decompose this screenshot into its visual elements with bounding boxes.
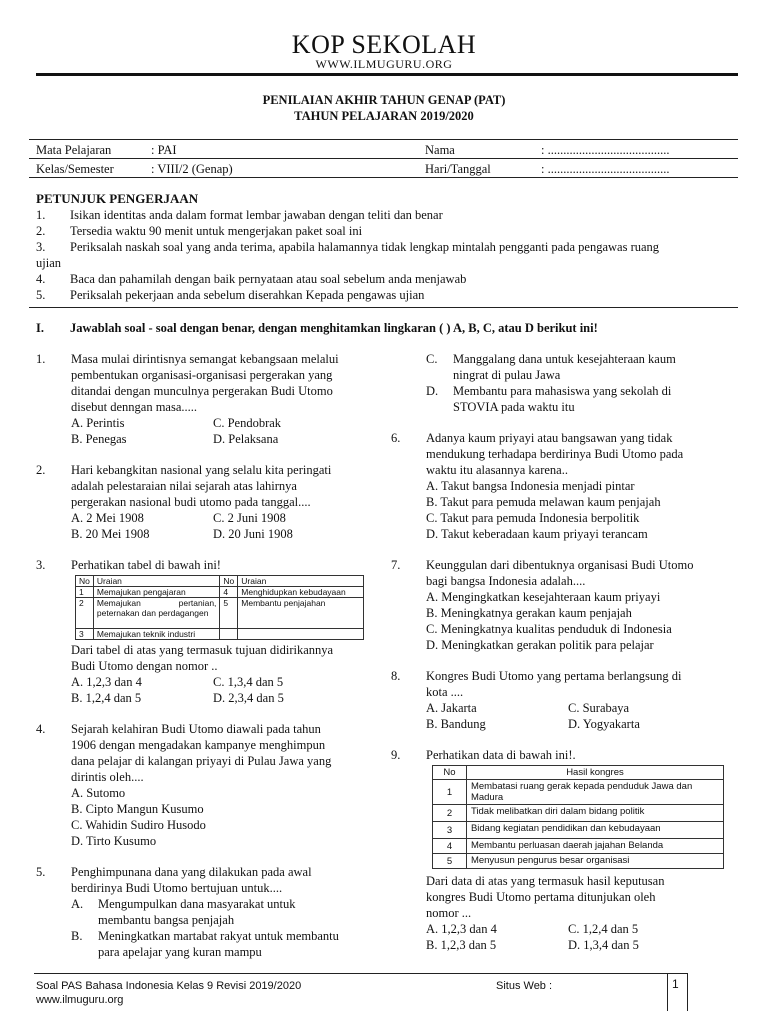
question-text: Masa mulai dirintisnya semangat kebangsaan melalui <box>71 352 339 366</box>
instruction-number: 5. <box>36 288 46 302</box>
option-d[interactable]: STOVIA pada waktu itu <box>453 400 575 414</box>
question-text: kota .... <box>426 685 464 699</box>
table-cell-no: 1 <box>76 587 94 598</box>
question-number: 3. <box>36 558 46 572</box>
class-value: : VIII/2 (Genap) <box>151 162 233 176</box>
question-number: 1. <box>36 352 46 366</box>
option-a[interactable]: membantu bangsa penjajah <box>98 913 235 927</box>
page-number: 1 <box>672 977 679 991</box>
question-text: ditandai dengan munculnya pergerakan Budi Utomo <box>71 384 333 398</box>
subject-label: Mata Pelajaran <box>36 143 112 157</box>
instruction-text: Periksalah naskah soal yang anda terima, apabila halamannya tidak lengkap mintalah pengganti pada pengawas ruang <box>70 240 660 254</box>
question-text: Kongres Budi Utomo yang pertama berlangsung di <box>426 669 682 683</box>
question-text: Keunggulan dari dibentuknya organisasi Budi Utomo <box>426 558 694 572</box>
table-header-uraian: Uraian <box>93 576 220 587</box>
question-text: Penghimpunana dana yang dilakukan pada awal <box>71 865 312 879</box>
table-cell-text: Memajukan teknik industri <box>93 629 220 640</box>
question-number: 5. <box>36 865 46 879</box>
info-top-rule <box>29 139 738 140</box>
exam-year: TAHUN PELAJARAN 2019/2020 <box>294 109 474 123</box>
option-c[interactable]: C. Pendobrak <box>213 416 282 430</box>
question-text: disebut denngan masa..... <box>71 400 198 414</box>
option-b[interactable]: B. Cipto Mangun Kusumo <box>71 802 204 816</box>
table-cell-text: Membantu penjajahan <box>238 598 364 629</box>
option-c[interactable]: C. Meningkatnya kualitas penduduk di Indonesia <box>426 622 672 636</box>
table-cell-no: 2 <box>433 805 467 822</box>
option-b[interactable]: B. 1,2,4 dan 5 <box>71 691 142 705</box>
question-number: 7. <box>391 558 401 572</box>
info-mid-rule <box>29 158 738 159</box>
table-cell-no: 5 <box>433 854 467 869</box>
question-text: Sejarah kelahiran Budi Utomo diawali pada tahun <box>71 722 321 736</box>
table-cell-text: Memajukan pengajaran <box>93 587 220 598</box>
option-c[interactable]: C. 2 Juni 1908 <box>213 511 286 525</box>
option-b[interactable]: B. Penegas <box>71 432 127 446</box>
option-a[interactable]: A. Takut bangsa Indonesia menjadi pintar <box>426 479 635 493</box>
option-d[interactable]: D. Meningkatkan gerakan politik para pelajar <box>426 638 654 652</box>
instruction-text: Periksalah pekerjaan anda sebelum diserahkan Kepada pengawas ujian <box>70 288 425 302</box>
question-text: Budi Utomo dengan nomor .. <box>71 659 218 673</box>
option-a[interactable]: Mengumpulkan dana masyarakat untuk <box>98 897 296 911</box>
option-c[interactable]: C. Surabaya <box>568 701 630 715</box>
section-instruction: Jawablah soal - soal dengan benar, dengan menghitamkan lingkaran ( ) A, B, C, atau D berikut ini! <box>70 321 598 335</box>
option-a-label[interactable]: A. <box>71 897 84 911</box>
table-cell-no: 5 <box>220 598 238 629</box>
table-cell-no: 4 <box>433 839 467 854</box>
table-cell-text: Membatasi ruang gerak kepada penduduk Jawa dan Madura <box>466 780 723 805</box>
table-cell-empty <box>220 629 238 640</box>
option-c[interactable]: C. 1,2,4 dan 5 <box>568 922 639 936</box>
option-c[interactable]: C. 1,3,4 dan 5 <box>213 675 284 689</box>
table-cell-no: 4 <box>220 587 238 598</box>
table-cell-text: Bidang kegiatan pendidikan dan kebudayaan <box>466 822 723 839</box>
option-b[interactable]: B. 20 Mei 1908 <box>71 527 150 541</box>
option-c[interactable]: C. Wahidin Sudiro Husodo <box>71 818 206 832</box>
option-d[interactable]: D. Takut keberadaan kaum priyayi terancam <box>426 527 648 541</box>
table-cell-no: 3 <box>76 629 94 640</box>
table-cell-no: 2 <box>76 598 94 629</box>
table-cell-empty <box>238 629 364 640</box>
table-header-no: No <box>76 576 94 587</box>
option-d[interactable]: D. Yogyakarta <box>568 717 640 731</box>
question-text: adalah pelestaraian nilai sejarah atas lahirnya <box>71 479 297 493</box>
option-d[interactable]: Membantu para mahasiswa yang sekolah di <box>453 384 672 398</box>
question-text: dana pelajar di kalangan priyayi di Pulau Jawa yang <box>71 754 332 768</box>
instruction-number: 4. <box>36 272 46 286</box>
date-field[interactable]: : ....................................... <box>541 162 670 176</box>
option-b[interactable]: B. Takut para pemuda melawan kaum penjajah <box>426 495 661 509</box>
option-b[interactable]: B. Bandung <box>426 717 486 731</box>
info-bottom-rule <box>29 177 738 178</box>
congress-results-table <box>432 765 724 869</box>
section-rule <box>29 307 738 308</box>
option-d-label[interactable]: D. <box>426 384 439 398</box>
option-a[interactable]: A. Jakarta <box>426 701 477 715</box>
subject-value: : PAI <box>151 143 177 157</box>
footer-site-label: Situs Web : <box>496 980 553 992</box>
option-d[interactable]: D. Pelaksana <box>213 432 279 446</box>
option-a[interactable]: A. 1,2,3 dan 4 <box>426 922 497 936</box>
question-number: 2. <box>36 463 46 477</box>
option-a[interactable]: A. 1,2,3 dan 4 <box>71 675 142 689</box>
question-number: 4. <box>36 722 46 736</box>
option-c[interactable]: Manggalang dana untuk kesejahteraan kaum <box>453 352 676 366</box>
question-text: pembentukan organisasi-organisasi pergerakan yang <box>71 368 333 382</box>
instruction-number: 3. <box>36 240 46 254</box>
table-header-no: No <box>220 576 238 587</box>
question-text: Adanya kaum priyayi atau bangsawan yang tidak <box>426 431 673 445</box>
name-field[interactable]: : ....................................... <box>541 143 670 157</box>
question-text: 1906 dengan mengadakan kampanye menghimpun <box>71 738 326 752</box>
instruction-text-cont: ujian <box>36 256 61 270</box>
instruction-text: Tersedia waktu 90 menit untuk mengerjakan paket soal ini <box>70 224 363 238</box>
footer-title: Soal PAS Bahasa Indonesia Kelas 9 Revisi 2019/2020 <box>36 980 302 992</box>
option-d[interactable]: D. 2,3,4 dan 5 <box>213 691 284 705</box>
question-text: waktu itu alasannya karena.. <box>426 463 568 477</box>
table-cell-text: Memajukan pertanian, peternakan dan perdagangen <box>93 598 220 629</box>
option-b[interactable]: B. 1,2,3 dan 5 <box>426 938 497 952</box>
instruction-number: 2. <box>36 224 46 238</box>
school-website: WWW.ILMUGURU.ORG <box>315 57 453 71</box>
table-header-hasil: Hasil kongres <box>466 766 723 780</box>
question-text: pergerakan nasional budi utomo pada tanggal.... <box>71 495 311 509</box>
option-a[interactable]: A. 2 Mei 1908 <box>71 511 144 525</box>
exam-title: PENILAIAN AKHIR TAHUN GENAP (PAT) <box>262 93 506 107</box>
question-text: Perhatikan data di bawah ini!. <box>426 748 576 762</box>
footer-rule <box>34 973 688 974</box>
table-cell-text: Membantu perluasan daerah jajahan Belanda <box>466 839 723 854</box>
option-c-label[interactable]: C. <box>426 352 438 366</box>
date-label: Hari/Tanggal <box>425 162 491 176</box>
question-number: 9. <box>391 748 401 762</box>
section-number: I. <box>36 321 44 335</box>
question-text: berdirinya Budi Utomo bertujuan untuk.... <box>71 881 283 895</box>
instruction-text: Baca dan pahamilah dengan baik pernyataan atau soal sebelum anda menjawab <box>70 272 467 286</box>
table-cell-text: Menghidupkan kebudayaan <box>238 587 364 598</box>
option-a[interactable]: A. Perintis <box>71 416 125 430</box>
table-cell-text: Menyusun pengurus besar organisasi <box>466 854 723 869</box>
question-text: Perhatikan tabel di bawah ini! <box>71 558 221 572</box>
option-a[interactable]: A. Sutomo <box>71 786 126 800</box>
option-d[interactable]: D. 20 Juni 1908 <box>213 527 293 541</box>
option-c[interactable]: C. Takut para pemuda Indonesia berpolitik <box>426 511 640 525</box>
question-number: 6. <box>391 431 401 445</box>
instruction-number: 1. <box>36 208 46 222</box>
objectives-table <box>75 575 364 640</box>
name-label: Nama <box>425 143 455 157</box>
table-cell-no: 3 <box>433 822 467 839</box>
footer-url[interactable]: www.ilmuguru.org <box>36 994 124 1006</box>
option-b[interactable]: para apelajar yang kuran mampu <box>98 945 262 959</box>
option-c[interactable]: ningrat di pulau Jawa <box>453 368 561 382</box>
question-number: 8. <box>391 669 401 683</box>
question-text: nomor ... <box>426 906 472 920</box>
option-b[interactable]: Meningkatkan martabat rakyat untuk membantu <box>98 929 339 943</box>
option-d[interactable]: D. 1,3,4 dan 5 <box>568 938 639 952</box>
header-divider <box>36 73 738 76</box>
table-cell-text: Tidak melibatkan diri dalam bidang politik <box>466 805 723 822</box>
question-text: Dari data di atas yang termasuk hasil keputusan <box>426 874 665 888</box>
question-text: Hari kebangkitan nasional yang selalu kita peringati <box>71 463 332 477</box>
question-text: Dari tabel di atas yang termasuk tujuan didirikannya <box>71 643 334 657</box>
table-header-uraian: Uraian <box>238 576 364 587</box>
question-text: bagi bangsa Indonesia adalah.... <box>426 574 586 588</box>
class-label: Kelas/Semester <box>36 162 114 176</box>
school-letterhead: KOP SEKOLAH <box>291 30 477 59</box>
question-text: kongres Budi Utomo pertama ditunjukan oleh <box>426 890 656 904</box>
option-b[interactable]: B. Meningkatnya gerakan kaum penjajah <box>426 606 632 620</box>
option-b-label[interactable]: B. <box>71 929 83 943</box>
question-text: mendukung terhadapa berdirinya Budi Utomo pada <box>426 447 684 461</box>
instructions-title: PETUNJUK PENGERJAAN <box>36 191 199 206</box>
option-d[interactable]: D. Tirto Kusumo <box>71 834 157 848</box>
table-cell-no: 1 <box>433 780 467 805</box>
table-header-no: No <box>433 766 467 780</box>
option-a[interactable]: A. Mengingkatkan kesejahteraan kaum priyayi <box>426 590 661 604</box>
instruction-text: Isikan identitas anda dalam format lembar jawaban dengan teliti dan benar <box>70 208 443 222</box>
question-text: dirintis oleh.... <box>71 770 144 784</box>
